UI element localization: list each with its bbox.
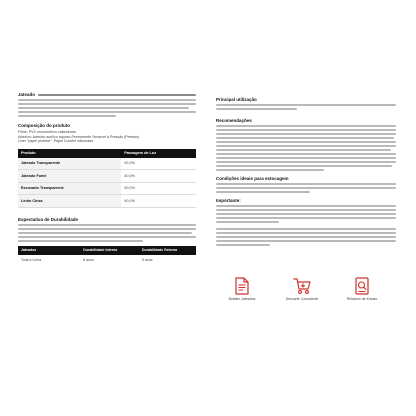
table-row (18, 195, 196, 208)
important-paragraph-2 (216, 228, 396, 246)
test-report-link[interactable] (342, 277, 382, 301)
main-use-paragraph (216, 104, 396, 110)
composition-line-film: Filme: PVC monomérico calandrado (18, 130, 76, 134)
test-report-icon (354, 277, 370, 295)
composition-line-adhesive: Adesivo: Adesivo acrílico aquoso Permanente Sensível à Pressão (Pelesso) (18, 134, 140, 139)
product-name: Jateado Transparente (18, 158, 121, 170)
table-row (18, 158, 196, 170)
conscious-disposal-link[interactable] (282, 277, 322, 301)
document-links (216, 277, 396, 317)
storage-heading: Condições ideais para estocagem (216, 176, 289, 181)
column-header-external: Durabilidade Externa (139, 246, 196, 255)
cart-icon (293, 277, 311, 295)
durability-paragraph (18, 224, 196, 242)
product-name: Escovado Transparente (18, 182, 121, 195)
light-transmission-value: 90,0% (121, 195, 196, 208)
conscious-disposal-caption: Descarte Consciente (285, 297, 319, 301)
left-column (18, 92, 196, 265)
table-row (18, 170, 196, 183)
document-pdf-icon (234, 277, 250, 295)
test-report-caption: Relatório de Ensaio (346, 297, 378, 301)
light-transmission-value: 40,0% (121, 170, 196, 183)
storage-paragraph (216, 183, 396, 193)
product-line-name: Jateado (18, 92, 36, 97)
table-header-row (18, 246, 196, 255)
table-row (18, 255, 196, 265)
bulletin-caption: Boletim Jateados (228, 297, 256, 301)
column-header-line: Jateados (18, 246, 80, 255)
right-column (216, 97, 396, 248)
recommendations-heading: Recomendações (216, 118, 252, 123)
intro-paragraph (18, 92, 196, 117)
composition-list (18, 130, 196, 144)
product-name: Linho Cinza (18, 195, 121, 208)
main-use-heading: Principal utilização (216, 97, 257, 102)
light-transmission-value: 92,0% (121, 158, 196, 170)
table-row (18, 182, 196, 195)
composition-heading: Composição do produto (18, 123, 70, 128)
important-heading: Importante: (216, 198, 241, 203)
column-header-internal: Durabilidade Interna (80, 246, 139, 255)
column-header-product: Produto (18, 149, 121, 158)
light-transmission-table (18, 149, 196, 208)
durability-table (18, 246, 196, 265)
product-name: Jateado Fumê (18, 170, 121, 183)
column-header-light-transmission: Passagem de Luz (121, 149, 196, 158)
bulletin-link[interactable] (222, 277, 262, 301)
recommendations-paragraph (216, 125, 396, 171)
table-header-row (18, 149, 196, 158)
durability-external-cell: 5 anos (142, 257, 153, 262)
durability-heading: Expectativa de Durabilidade (18, 216, 79, 222)
composition-line-liner: Liner "papel protetor": Papel Couché siliconado (18, 139, 94, 143)
important-paragraph-1 (216, 205, 396, 223)
light-transmission-value: 90,0% (121, 182, 196, 195)
durability-line-cell: Toda a Linha (21, 257, 42, 262)
durability-internal-cell: 8 anos (83, 257, 94, 262)
